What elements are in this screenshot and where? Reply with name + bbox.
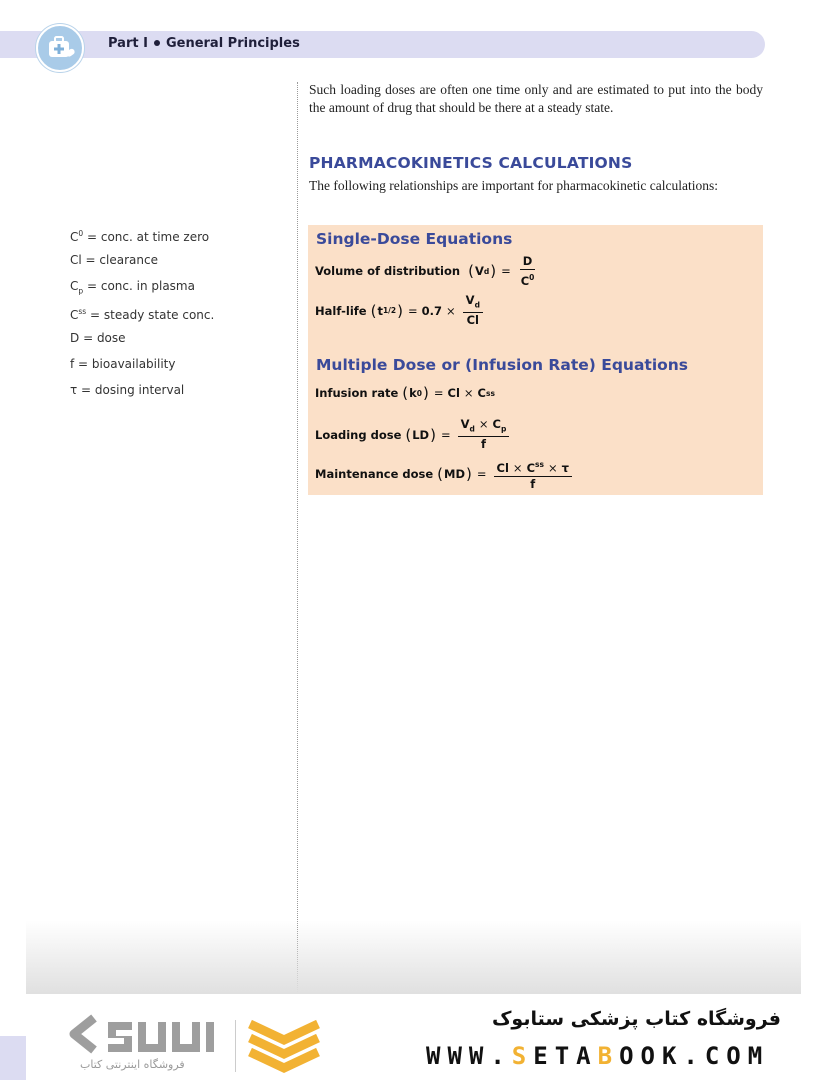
url-part-eta: ETA (533, 1042, 598, 1070)
legend-item: f = bioavailability (70, 357, 176, 371)
loading-dose-equation: Loading dose ( LD ) = $\frac{V_d \times C_p}{f}$ (315, 418, 512, 451)
equations-box (308, 225, 763, 495)
footer-separator (235, 1020, 236, 1072)
intro-paragraph: Such loading doses are often one time only and are estimated to put into the body the amount of drug that should be there at a steady state. (309, 82, 763, 115)
single-dose-heading: Single-Dose Equations (316, 230, 513, 248)
legend-item: $C_p$ = conc. in plasma (70, 279, 195, 296)
store-name: فروشگاه کتاب پزشکی ستابوک (491, 1008, 781, 1030)
volume-distribution-equation: Volume of distribution ( V d ) = $\frac{D}{C^0}$ (315, 254, 535, 288)
infusion-rate-equation: Infusion rate ( k 0 ) = Cl × C ss (315, 384, 495, 402)
symbol-legend (70, 226, 214, 408)
section-heading: PHARMACOKINETICS CALCULATIONS (309, 154, 633, 172)
legend-item: $C^0$ = conc. at time zero (70, 229, 210, 244)
multiple-dose-heading: Multiple Dose or (Infusion Rate) Equations (316, 356, 689, 374)
legend-item: D = dose (70, 331, 126, 345)
bullet-icon (154, 40, 160, 46)
part-label: Part I (108, 36, 148, 51)
column-divider (297, 82, 298, 994)
legend-item: $C^{ss}$ = steady state conc. (70, 307, 215, 322)
setabook-logo-icon (64, 1012, 232, 1060)
legend-item: Cl = clearance (70, 253, 158, 267)
running-header (108, 36, 300, 51)
chapter-title: General Principles (165, 36, 300, 51)
store-url[interactable]: WWW.SETABOOK.COM (426, 1042, 770, 1070)
store-tagline: فروشگاه اینترنتی کتاب (80, 1058, 185, 1071)
book-chevron-icon (246, 1018, 322, 1076)
half-life-equation: Half-life ( t 1/2 ) = 0.7 × $\frac{V_d}{Cl}$ (315, 294, 486, 327)
page-bottom-fade (26, 920, 801, 994)
legend-item: τ = dosing interval (70, 383, 185, 397)
maintenance-dose-equation: Maintenance dose ( MD ) = $\frac{Cl \times C^{ss} \times \tau}{f}$ (315, 458, 575, 491)
medical-kit-icon (36, 24, 84, 72)
page-edge-tab (0, 1036, 26, 1080)
section-subtitle: The following relationships are important for pharmacokinetic calculations: (309, 178, 718, 193)
